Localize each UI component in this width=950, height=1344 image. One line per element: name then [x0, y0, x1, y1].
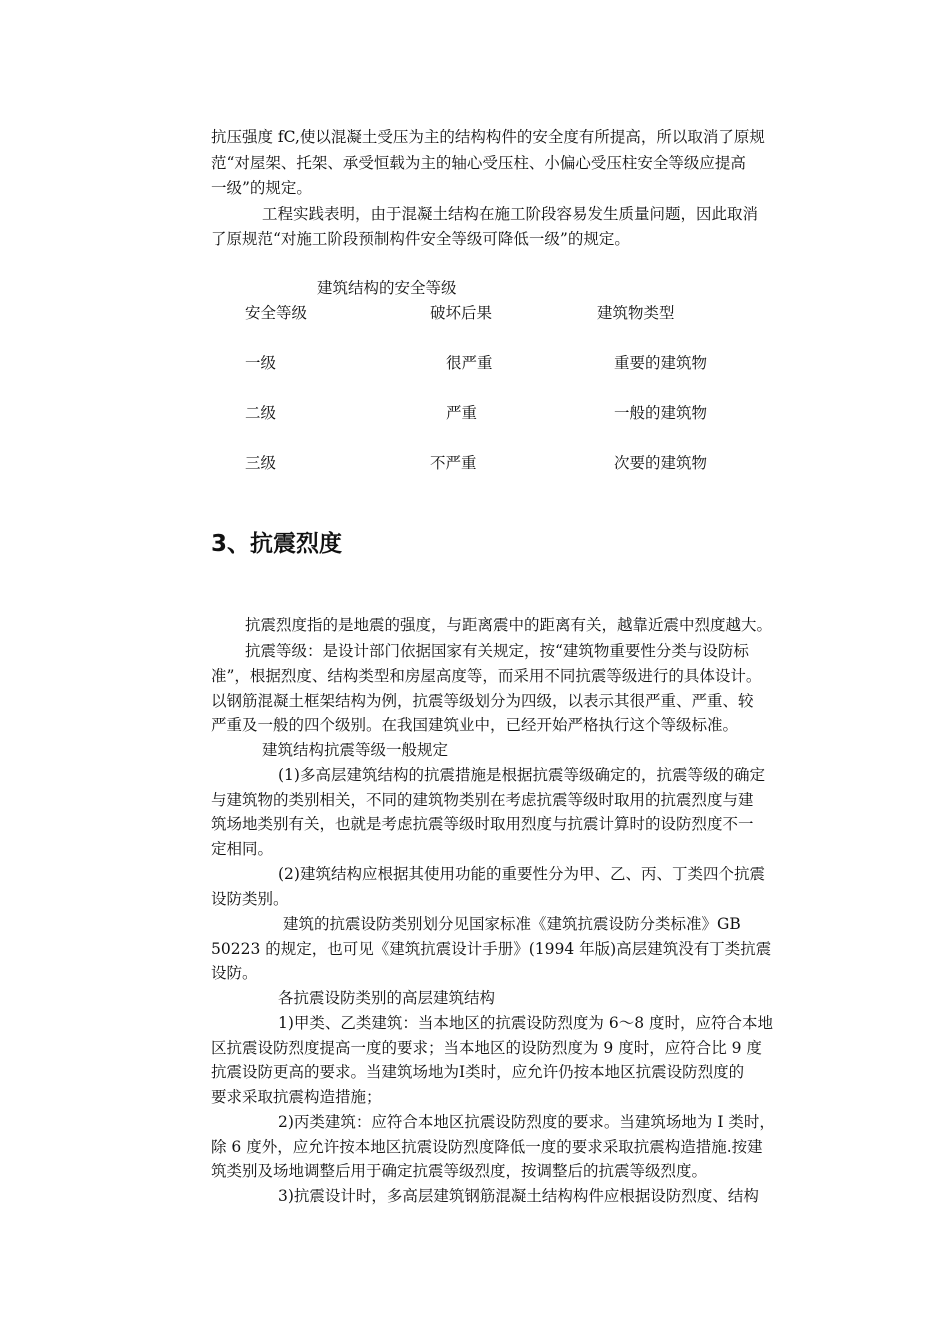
table-cell: 一级 — [245, 354, 277, 372]
table-header: 建筑物类型 — [597, 304, 675, 322]
text-line: 范“对屋架、托架、承受恒载为主的轴心受压柱、小偏心受压柱安全等级应提高 — [211, 154, 746, 172]
table-cell: 三级 — [245, 454, 277, 472]
text-line: 各抗震设防类别的高层建筑结构 — [278, 989, 496, 1007]
text-line: 筑类别及场地调整后用于确定抗震等级烈度，按调整后的抗震等级烈度。 — [211, 1162, 708, 1180]
text-line: 抗震烈度指的是地震的强度，与距离震中的距离有关，越靠近震中烈度越大。 — [245, 616, 773, 634]
text-line: 除 6 度外，应允许按本地区抗震设防烈度降低一度的要求采取抗震构造措施.按建 — [211, 1138, 763, 1156]
table-title: 建筑结构的安全等级 — [317, 279, 457, 297]
table-cell: 重要的建筑物 — [614, 354, 708, 372]
text-line: 工程实践表明，由于混凝土结构在施工阶段容易发生质量问题，因此取消 — [262, 205, 759, 223]
text-line: 要求采取抗震构造措施； — [211, 1088, 382, 1106]
text-line: 与建筑物的类别相关，不同的建筑物类别在考虑抗震等级时取用的抗震烈度与建 — [211, 791, 754, 809]
text-line: (2)建筑结构应根据其使用功能的重要性分为甲、乙、丙、丁类四个抗震 — [278, 865, 765, 883]
text-line: 建筑的抗震设防类别划分见国家标准《建筑抗震设防分类标准》GB — [283, 915, 741, 933]
text-line: 抗压强度 fC,使以混凝土受压为主的结构构件的安全度有所提高，所以取消了原规 — [211, 128, 765, 146]
table-header: 破坏后果 — [430, 304, 493, 322]
text-line: 建筑结构抗震等级一般规定 — [262, 741, 449, 759]
table-cell: 很严重 — [446, 354, 493, 372]
text-line: 了原规范“对施工阶段预制构件安全等级可降低一级”的规定。 — [211, 230, 630, 248]
text-line: 抗震设防更高的要求。当建筑场地为Ⅰ类时，应允许仍按本地区抗震设防烈度的 — [211, 1063, 745, 1081]
text-line: 区抗震设防烈度提高一度的要求；当本地区的设防烈度为 9 度时，应符合比 9 度 — [211, 1039, 762, 1057]
table-header: 安全等级 — [245, 304, 308, 322]
table-cell: 严重 — [446, 404, 478, 422]
table-cell: 一般的建筑物 — [614, 404, 708, 422]
section-heading: 3、抗震烈度 — [211, 531, 343, 557]
text-line: 设防类别。 — [211, 890, 289, 908]
text-line: (1)多高层建筑结构的抗震措施是根据抗震等级确定的，抗震等级的确定 — [278, 766, 765, 784]
text-line: 筑场地类别有关，也就是考虑抗震等级时取用烈度与抗震计算时的设防烈度不一 — [211, 815, 754, 833]
text-line: 严重及一般的四个级别。在我国建筑业中，已经开始严格执行这个等级标准。 — [211, 716, 739, 734]
text-line: 一级”的规定。 — [211, 179, 312, 197]
table-cell: 不严重 — [430, 454, 477, 472]
table-cell: 次要的建筑物 — [614, 454, 708, 472]
text-line: 定相同。 — [211, 840, 274, 858]
table-cell: 二级 — [245, 404, 277, 422]
text-line: 设防。 — [211, 964, 258, 982]
text-line: 3)抗震设计时，多高层建筑钢筋混凝土结构构件应根据设防烈度、结构 — [278, 1187, 759, 1205]
text-line: 抗震等级：是设计部门依据国家有关规定，按“建筑物重要性分类与设防标 — [245, 642, 749, 660]
text-line: 以钢筋混凝土框架结构为例，抗震等级划分为四级，以表示其很严重、严重、较 — [211, 692, 754, 710]
text-line: 50223 的规定，也可见《建筑抗震设计手册》(1994 年版)高层建筑没有丁类抗震 — [211, 940, 772, 958]
text-line: 准”，根据烈度、结构类型和房屋高度等，而采用不同抗震等级进行的具体设计。 — [211, 667, 762, 685]
text-line: 1)甲类、乙类建筑：当本地区的抗震设防烈度为 6～8 度时，应符合本地 — [278, 1014, 773, 1032]
text-line: 2)丙类建筑：应符合本地区抗震设防烈度的要求。当建筑场地为 I 类时， — [278, 1113, 775, 1131]
